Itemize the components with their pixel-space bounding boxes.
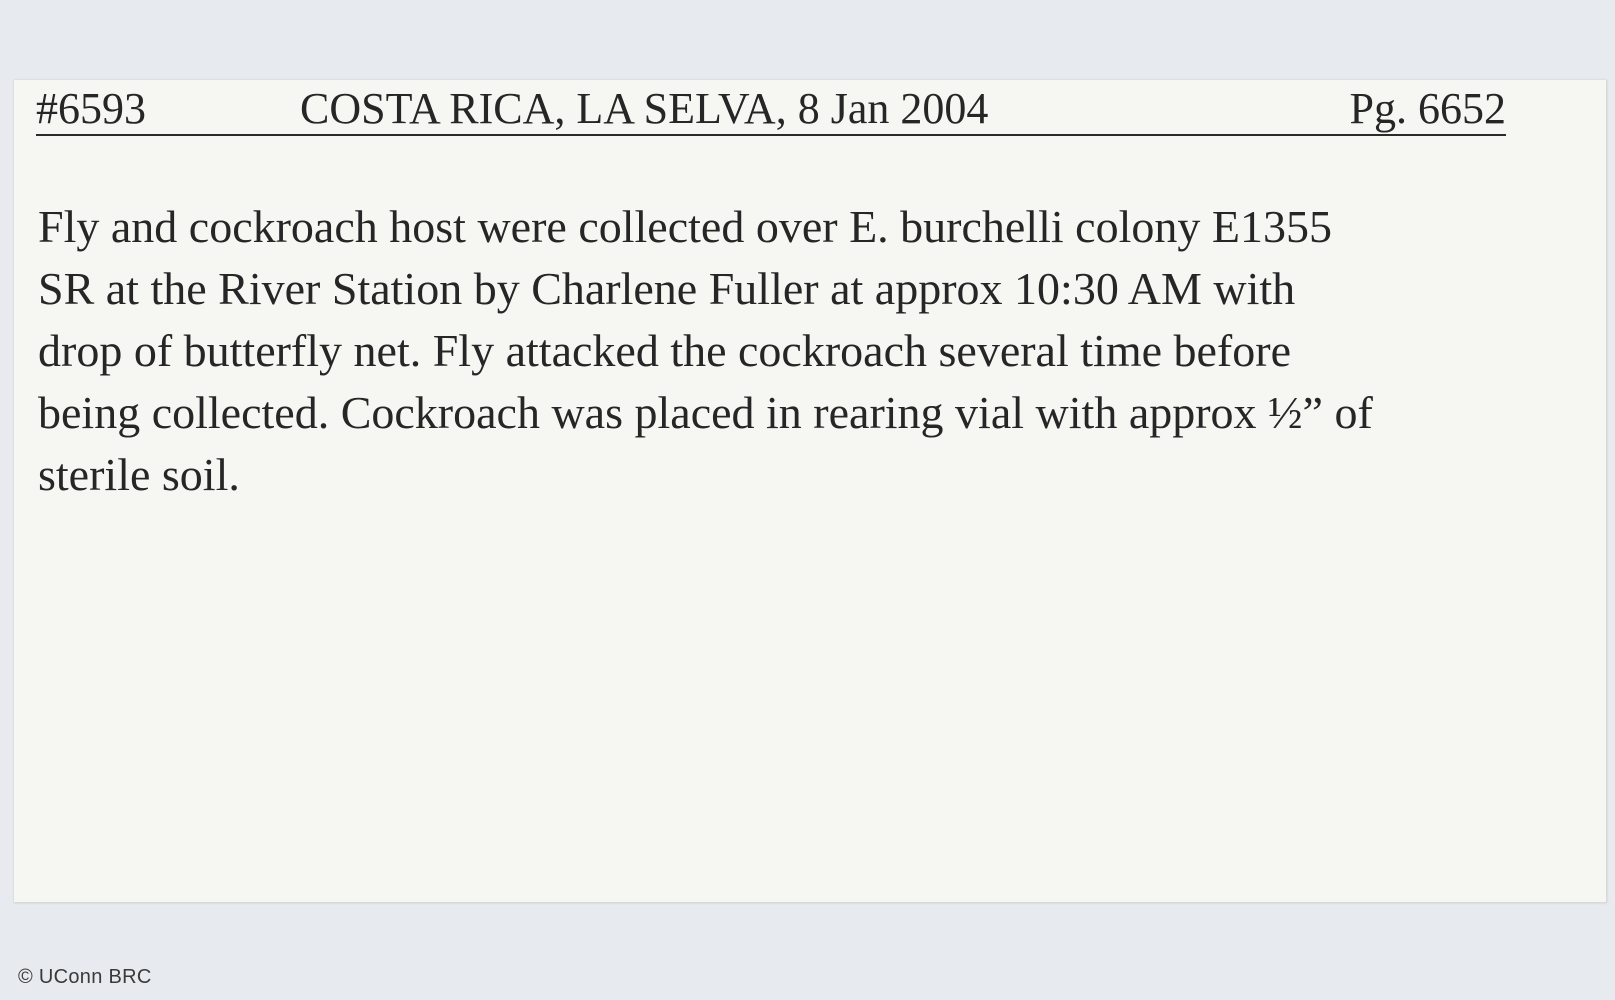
copyright-notice: © UConn BRC — [18, 966, 152, 988]
card-body — [38, 196, 1598, 506]
collection-notes: Fly and cockroach host were collected over E. burchelli colony E1355 SR at the River Station by Charlene Fuller at approx 10:30 AM with drop of butterfly net. Fly attacked the cockroach several time before being collected. Cockroach was placed in rearing vial with approx ½” of sterile soil. — [38, 201, 1373, 500]
card-header — [36, 84, 1506, 136]
specimen-note-card — [14, 80, 1607, 903]
location-date: COSTA RICA, LA SELVA, 8 Jan 2004 — [300, 84, 989, 133]
page-reference: Pg. 6652 — [1349, 84, 1506, 133]
specimen-number: #6593 — [36, 84, 146, 133]
